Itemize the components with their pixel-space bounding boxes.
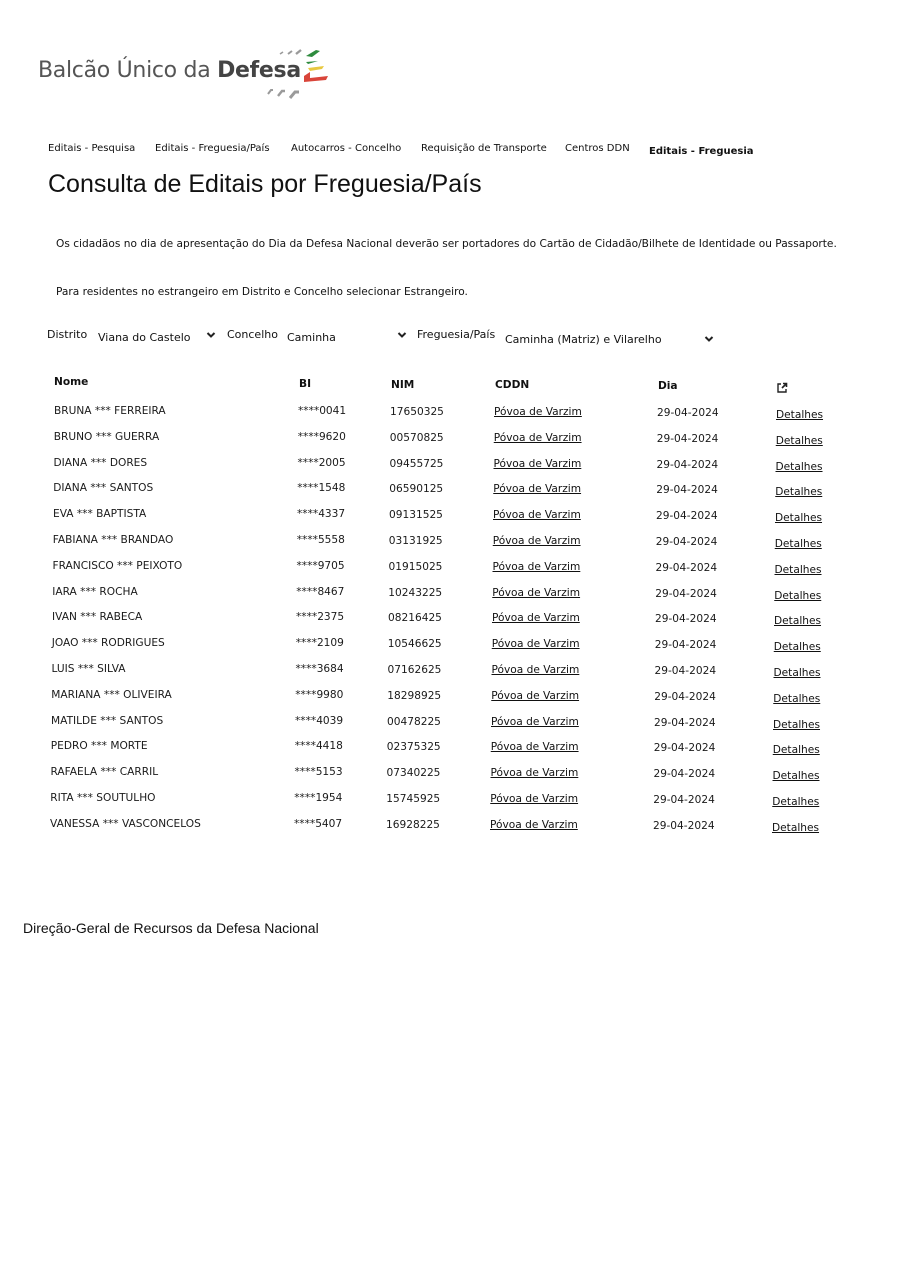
cddn-link[interactable]: Póvoa de Varzim xyxy=(490,767,579,780)
column-header-nim: NIM xyxy=(391,379,415,391)
detalhes-link[interactable]: Detalhes xyxy=(775,460,823,473)
cell-bi: ****9980 xyxy=(295,688,344,701)
cell-nim: 00570825 xyxy=(389,431,444,444)
nav-centros-ddn[interactable]: Centros DDN xyxy=(565,143,630,154)
cddn-link[interactable]: Póvoa de Varzim xyxy=(491,664,580,676)
external-link-icon xyxy=(776,382,788,394)
detalhes-link[interactable]: Detalhes xyxy=(776,409,824,421)
nav-editais-freguesia-pais[interactable]: Editais - Freguesia/País xyxy=(155,143,270,154)
cddn-link[interactable]: Póvoa de Varzim xyxy=(492,535,581,547)
cell-bi: ****9620 xyxy=(297,430,346,443)
distrito-label: Distrito xyxy=(47,328,88,341)
cddn-link[interactable]: Póvoa de Varzim xyxy=(491,715,579,728)
detalhes-link[interactable]: Detalhes xyxy=(775,512,823,525)
cell-nim: 06590125 xyxy=(389,483,444,496)
table-row xyxy=(44,715,864,737)
cell-dia: 29-04-2024 xyxy=(657,407,719,419)
cell-nome: DIANA *** DORES xyxy=(53,456,148,469)
table-row xyxy=(44,792,864,814)
cddn-link[interactable]: Póvoa de Varzim xyxy=(490,818,578,831)
cell-dia: 29-04-2024 xyxy=(653,768,716,781)
cell-nim: 16928225 xyxy=(386,818,440,831)
cddn-link[interactable]: Póvoa de Varzim xyxy=(490,741,579,754)
cell-nim: 01915025 xyxy=(388,560,443,573)
cell-nim: 03131925 xyxy=(388,535,443,547)
cell-nim: 02375325 xyxy=(386,741,441,754)
cell-nome: IARA *** ROCHA xyxy=(52,585,138,598)
site-logo[interactable] xyxy=(38,46,348,106)
cell-nome: DIANA *** SANTOS xyxy=(53,482,154,495)
cell-nome: RAFAELA *** CARRIL xyxy=(50,766,159,779)
info-text-residents-abroad: Para residentes no estrangeiro em Distrito e Concelho selecionar Estrangeiro. xyxy=(56,286,468,298)
logo-chevrons-icon xyxy=(260,46,340,106)
cddn-link[interactable]: Póvoa de Varzim xyxy=(491,638,580,651)
cell-nome: MATILDE *** SANTOS xyxy=(51,714,164,727)
cell-dia: 29-04-2024 xyxy=(656,432,719,445)
cell-nome: MARIANA *** OLIVEIRA xyxy=(51,688,172,701)
cell-nim: 10243225 xyxy=(388,586,443,599)
cell-dia: 29-04-2024 xyxy=(654,716,716,729)
cell-dia: 29-04-2024 xyxy=(655,613,717,626)
cell-bi: ****2109 xyxy=(295,637,344,650)
cell-nim: 17650325 xyxy=(390,406,444,418)
detalhes-link[interactable]: Detalhes xyxy=(773,667,821,679)
cell-nome: FRANCISCO *** PEIXOTO xyxy=(52,559,183,572)
cell-nome: VANESSA *** VASCONCELOS xyxy=(50,817,201,830)
detalhes-link[interactable]: Detalhes xyxy=(774,563,822,576)
nav-autocarros-concelho[interactable]: Autocarros - Concelho xyxy=(291,143,402,154)
cell-nome: BRUNO *** GUERRA xyxy=(53,430,160,443)
cell-dia: 29-04-2024 xyxy=(654,639,717,652)
cell-nim: 00478225 xyxy=(387,715,441,728)
column-header-dia: Dia xyxy=(658,380,678,392)
cell-bi: ****3684 xyxy=(295,663,344,675)
table-row xyxy=(44,508,864,530)
info-text-id-requirement: Os cidadãos no dia de apresentação do Dia da Defesa Nacional deverão ser portadores do Cartão de Cidadão/Bilhete de Identidade ou Passaporte. xyxy=(56,238,837,250)
distrito-chevron-down-icon xyxy=(206,330,216,340)
table-header-row xyxy=(44,376,864,398)
detalhes-link[interactable]: Detalhes xyxy=(772,770,820,783)
freguesia-select-value: Caminha (Matriz) e Vilarelho xyxy=(505,333,662,346)
table-row xyxy=(44,740,864,762)
cddn-link[interactable]: Póvoa de Varzim xyxy=(492,586,581,599)
freguesia-label: Freguesia/País xyxy=(417,328,496,341)
cddn-link[interactable]: Póvoa de Varzim xyxy=(493,431,582,444)
cell-bi: ****5558 xyxy=(296,534,345,546)
cell-nim: 08216425 xyxy=(388,612,442,625)
cell-bi: ****9705 xyxy=(296,559,345,572)
detalhes-link[interactable]: Detalhes xyxy=(772,744,820,757)
cell-nome: IVAN *** RABECA xyxy=(52,611,143,624)
cell-nim: 18298925 xyxy=(387,689,442,702)
cell-nim: 15745925 xyxy=(386,793,441,805)
cell-bi: ****4418 xyxy=(294,740,343,753)
column-header-nome: Nome xyxy=(54,376,89,388)
table-row xyxy=(44,457,864,479)
cell-dia: 29-04-2024 xyxy=(655,536,718,548)
page-title: Consulta de Editais por Freguesia/País xyxy=(48,170,482,198)
cell-nome: FABIANA *** BRANDAO xyxy=(52,534,174,546)
detalhes-link[interactable]: Detalhes xyxy=(775,486,823,499)
cell-bi: ****4337 xyxy=(297,508,346,521)
concelho-select-value: Caminha xyxy=(287,331,336,344)
column-header-cddn: CDDN xyxy=(495,379,530,391)
cell-nome: EVA *** BAPTISTA xyxy=(53,508,147,521)
concelho-chevron-down-icon xyxy=(397,330,407,340)
table-row xyxy=(44,663,864,685)
cell-dia: 29-04-2024 xyxy=(656,458,719,471)
table-row xyxy=(44,689,864,711)
cddn-link[interactable]: Póvoa de Varzim xyxy=(491,689,580,702)
detalhes-link[interactable]: Detalhes xyxy=(773,718,821,731)
nav-requisicao-transporte[interactable]: Requisição de Transporte xyxy=(421,143,547,154)
detalhes-link[interactable]: Detalhes xyxy=(773,641,821,654)
table-row xyxy=(44,560,864,582)
cell-nome: PEDRO *** MORTE xyxy=(50,740,148,753)
detalhes-link[interactable]: Detalhes xyxy=(775,434,823,447)
cell-nome: JOAO *** RODRIGUES xyxy=(51,637,165,650)
table-row xyxy=(44,818,864,840)
nav-editais-pesquisa[interactable]: Editais - Pesquisa xyxy=(48,143,136,154)
cell-dia: 29-04-2024 xyxy=(655,561,718,574)
cddn-link[interactable]: Póvoa de Varzim xyxy=(493,457,582,470)
cell-nim: 10546625 xyxy=(387,638,442,651)
cell-bi: ****2005 xyxy=(297,456,346,469)
cell-bi: ****5153 xyxy=(294,766,343,779)
detalhes-link[interactable]: Detalhes xyxy=(774,615,822,628)
cell-nim: 09131525 xyxy=(389,509,443,522)
table-row xyxy=(44,405,864,427)
cddn-link[interactable]: Póvoa de Varzim xyxy=(492,612,580,625)
table-row xyxy=(44,482,864,504)
cell-bi: ****1954 xyxy=(294,792,343,804)
cell-dia: 29-04-2024 xyxy=(653,742,716,755)
cell-nome: RITA *** SOUTULHO xyxy=(50,792,156,804)
cell-bi: ****8467 xyxy=(296,585,345,598)
table-row xyxy=(44,611,864,633)
cell-nome: BRUNA *** FERREIRA xyxy=(54,405,166,417)
cell-dia: 29-04-2024 xyxy=(653,819,715,832)
detalhes-link[interactable]: Detalhes xyxy=(774,538,822,550)
cell-dia: 29-04-2024 xyxy=(654,690,716,703)
nav-editais-freguesia[interactable]: Editais - Freguesia xyxy=(649,146,754,157)
cell-nim: 07340225 xyxy=(386,767,441,780)
cddn-link[interactable]: Póvoa de Varzim xyxy=(493,509,581,522)
cell-nim: 07162625 xyxy=(387,664,442,676)
cddn-link[interactable]: Póvoa de Varzim xyxy=(494,406,582,418)
cell-dia: 29-04-2024 xyxy=(655,587,717,600)
cddn-link[interactable]: Póvoa de Varzim xyxy=(490,793,579,805)
logo-text-bold: Defesa xyxy=(217,58,301,83)
cddn-link[interactable]: Póvoa de Varzim xyxy=(493,483,582,496)
cell-bi: ****0041 xyxy=(298,405,347,417)
table-row xyxy=(44,766,864,788)
cddn-link[interactable]: Póvoa de Varzim xyxy=(492,560,581,573)
cell-dia: 29-04-2024 xyxy=(656,510,718,523)
detalhes-link[interactable]: Detalhes xyxy=(773,692,821,705)
detalhes-link[interactable]: Detalhes xyxy=(772,796,820,808)
cell-nim: 09455725 xyxy=(389,457,444,470)
cell-dia: 29-04-2024 xyxy=(656,484,718,497)
cell-dia: 29-04-2024 xyxy=(654,665,717,677)
logo-text-regular: Balcão Único da xyxy=(38,58,218,83)
cell-bi: ****5407 xyxy=(294,817,343,830)
distrito-select-value: Viana do Castelo xyxy=(98,331,191,344)
concelho-label: Concelho xyxy=(227,328,278,341)
table-row xyxy=(44,431,864,453)
detalhes-link[interactable]: Detalhes xyxy=(774,589,822,602)
footer-organization: Direção-Geral de Recursos da Defesa Nacional xyxy=(23,920,319,936)
table-row xyxy=(44,586,864,608)
column-header-bi: BI xyxy=(299,378,312,390)
cell-nome: LUIS *** SILVA xyxy=(51,663,126,675)
cell-bi: ****2375 xyxy=(296,611,345,624)
table-row xyxy=(44,534,864,556)
cell-bi: ****4039 xyxy=(295,714,344,727)
detalhes-link[interactable]: Detalhes xyxy=(772,821,820,834)
cell-dia: 29-04-2024 xyxy=(653,794,715,806)
table-row xyxy=(44,637,864,659)
freguesia-chevron-down-icon xyxy=(704,334,714,344)
cell-bi: ****1548 xyxy=(297,482,346,495)
